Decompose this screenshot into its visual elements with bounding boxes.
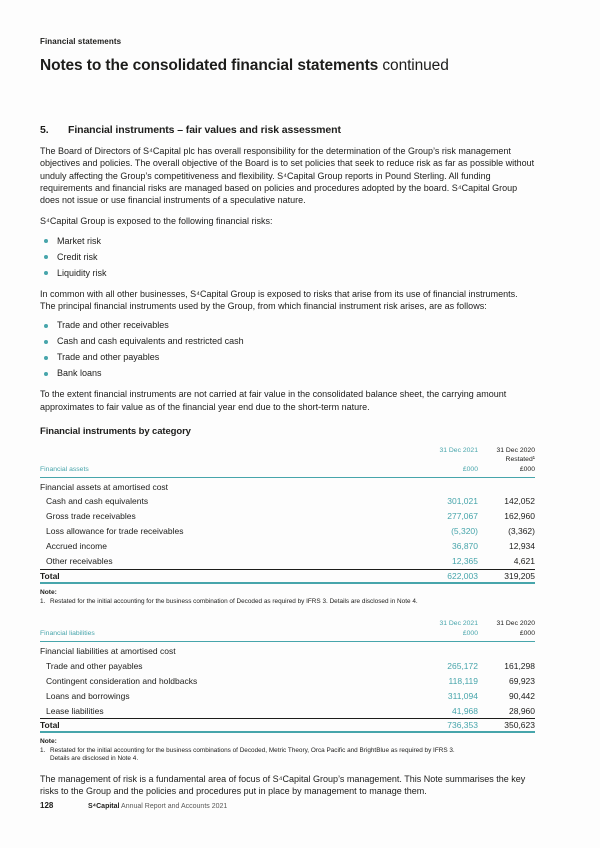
note-number: 1. xyxy=(40,597,46,605)
list-item-label: Trade and other receivables xyxy=(57,320,169,331)
page-title xyxy=(40,57,535,75)
list-item xyxy=(44,268,535,279)
table-row xyxy=(40,554,535,569)
financial-liabilities-table xyxy=(40,619,535,763)
table-body xyxy=(40,644,535,733)
section-title: Financial instruments – fair values and risk assessment xyxy=(68,124,341,136)
list-item-label: Credit risk xyxy=(57,251,98,262)
value-2021: 265,172 xyxy=(447,660,478,671)
unit-2021: £000 xyxy=(462,630,478,638)
footer-brand-name: S⁴Capital xyxy=(88,803,120,810)
total-label: Total xyxy=(40,720,60,731)
instrument-list xyxy=(40,320,535,379)
date-header-row xyxy=(40,446,535,455)
table-row xyxy=(40,494,535,509)
value-2021: 118,119 xyxy=(448,675,478,686)
total-2020: 350,623 xyxy=(504,720,535,731)
bullet-icon xyxy=(44,372,48,376)
value-2020: 4,621 xyxy=(513,556,535,567)
group-label: Financial assets xyxy=(40,465,89,473)
note-number: 1. xyxy=(40,747,46,755)
restated-note: Restated¹ xyxy=(505,455,535,463)
value-2021: 301,021 xyxy=(447,496,478,507)
table-row xyxy=(40,509,535,524)
page-title-continued: continued xyxy=(378,57,449,74)
page-footer xyxy=(40,801,227,810)
bullet-icon xyxy=(44,239,48,243)
row-label: Trade and other payables xyxy=(46,660,143,671)
total-2021: 736,353 xyxy=(447,720,478,731)
value-2021: 36,870 xyxy=(452,541,478,552)
row-label: Accrued income xyxy=(46,541,107,552)
table-header xyxy=(40,619,535,642)
unit-2020: £000 xyxy=(519,630,535,638)
list-item xyxy=(44,236,535,247)
list-item-label: Trade and other payables xyxy=(57,352,160,363)
note-item xyxy=(40,598,535,606)
note-text-line1: Restated for the initial accounting for the business combinations of Decoded, Metric Theory, Orca Pacific and BrightBlue as required by IFRS 3. xyxy=(50,747,455,755)
section-number: 5. xyxy=(40,124,49,136)
bullet-icon xyxy=(44,356,48,360)
table-subhead: Financial liabilities at amortised cost xyxy=(40,646,176,657)
list-item-label: Market risk xyxy=(57,235,102,246)
table-section-heading: Financial instruments by category xyxy=(40,425,191,437)
value-2021: (5,320) xyxy=(451,526,478,537)
value-2020: (3,362) xyxy=(508,526,535,537)
table-note xyxy=(40,588,535,606)
paragraph-board: The Board of Directors of S⁴Capital plc has overall responsibility for the determination of the Group’s risk management objectives and policies. The overall objective of the Board is to set policies that seek to reduce risk as far as possible without unduly affecting the Group’s competitiveness and flexibility. S⁴Capital Group reports in Pound Sterling. All funding requirements and financial risks are managed based on policies and procedures adopted by the board. S⁴Capital Group does not issue or use financial instruments of a speculative nature. xyxy=(40,146,535,206)
value-2021: 12,365 xyxy=(452,556,478,567)
value-2020: 162,960 xyxy=(504,511,535,522)
paragraph-common: In common with all other businesses, S⁴Capital Group is exposed to risks that arise from its use of financial instruments. The principal financial instruments used by the Group, from which financial instrument risk arises, are as follows: xyxy=(40,288,518,312)
list-item-label: Cash and cash equivalents and restricted cash xyxy=(57,336,244,347)
value-2020: 28,960 xyxy=(509,705,535,716)
footer-brand-suffix: Annual Report and Accounts 2021 xyxy=(119,803,228,810)
row-label: Other receivables xyxy=(46,556,113,567)
table-row xyxy=(40,673,535,688)
list-item xyxy=(44,352,535,363)
list-item-label: Bank loans xyxy=(57,368,102,379)
row-label: Lease liabilities xyxy=(46,705,104,716)
table-body xyxy=(40,480,535,584)
table-row xyxy=(40,703,535,718)
note-text-line2: Details are disclosed in Note 4. xyxy=(50,755,139,763)
column-header-2020: 31 Dec 2020 xyxy=(496,446,535,454)
bullet-icon xyxy=(44,340,48,344)
table-row xyxy=(40,688,535,703)
paragraph-fair-value: To the extent financial instruments are not carried at fair value in the consolidated balance sheet, the carrying amount approximates to fair value as of the financial year end due to the short-term nature. xyxy=(40,389,507,412)
row-label: Loans and borrowings xyxy=(46,690,130,701)
table-row xyxy=(40,658,535,673)
group-label: Financial liabilities xyxy=(40,630,95,638)
table-row xyxy=(40,524,535,539)
list-item xyxy=(44,336,535,347)
value-2021: 311,094 xyxy=(447,690,478,701)
list-item-label: Liquidity risk xyxy=(57,267,107,278)
table-row xyxy=(40,539,535,554)
section-heading xyxy=(40,124,535,136)
value-2020: 69,923 xyxy=(509,675,535,686)
table-subhead: Financial assets at amortised cost xyxy=(40,481,169,492)
value-2020: 161,298 xyxy=(504,660,535,671)
date-header-row xyxy=(40,619,535,628)
note-item xyxy=(40,747,535,763)
footer-brand xyxy=(88,803,227,810)
value-2021: 277,067 xyxy=(447,511,478,522)
bullet-icon xyxy=(44,255,48,259)
total-2021: 622,003 xyxy=(447,570,478,581)
column-header-2021: 31 Dec 2021 xyxy=(439,446,478,454)
total-label: Total xyxy=(40,570,60,581)
restated-row xyxy=(40,455,535,464)
paragraph-closing: The management of risk is a fundamental area of focus of S⁴Capital Group’s management. This Note summarises the key risks to the Group and the policies and procedures put in place by management to manage them. xyxy=(40,773,526,796)
table-header xyxy=(40,446,535,478)
unit-header-row xyxy=(40,465,535,478)
paragraph-exposed: S⁴Capital Group is exposed to the following financial risks: xyxy=(40,216,273,227)
note-label: Note: xyxy=(40,588,57,596)
table-total-row xyxy=(40,569,535,584)
table-note xyxy=(40,737,535,763)
row-label: Contingent consideration and holdbacks xyxy=(46,675,198,686)
financial-assets-table xyxy=(40,446,535,606)
bullet-icon xyxy=(44,271,48,275)
page-number: 128 xyxy=(40,801,54,810)
list-item xyxy=(44,252,535,263)
value-2020: 12,934 xyxy=(509,541,535,552)
note-label: Note: xyxy=(40,738,57,746)
list-item xyxy=(44,368,535,379)
row-label: Cash and cash equivalents xyxy=(46,496,149,507)
risk-list xyxy=(40,236,535,279)
row-label: Loss allowance for trade receivables xyxy=(46,526,184,537)
note-text: Restated for the initial accounting for the business combination of Decoded as required by IFRS 3. Details are disclosed in Note 4. xyxy=(50,597,418,605)
list-item xyxy=(44,320,535,331)
eyebrow: Financial statements xyxy=(40,37,122,46)
unit-2020: £000 xyxy=(519,465,535,473)
unit-2021: £000 xyxy=(462,465,478,473)
bullet-icon xyxy=(44,324,48,328)
value-2021: 41,968 xyxy=(452,705,478,716)
value-2020: 142,052 xyxy=(504,496,535,507)
column-header-2020: 31 Dec 2020 xyxy=(496,620,535,628)
value-2020: 90,442 xyxy=(509,690,535,701)
row-label: Gross trade receivables xyxy=(46,511,136,522)
table-total-row xyxy=(40,718,535,733)
total-2020: 319,205 xyxy=(504,570,535,581)
column-header-2021: 31 Dec 2021 xyxy=(439,620,478,628)
unit-header-row xyxy=(40,629,535,642)
page-title-bold: Notes to the consolidated financial statements xyxy=(40,57,379,74)
